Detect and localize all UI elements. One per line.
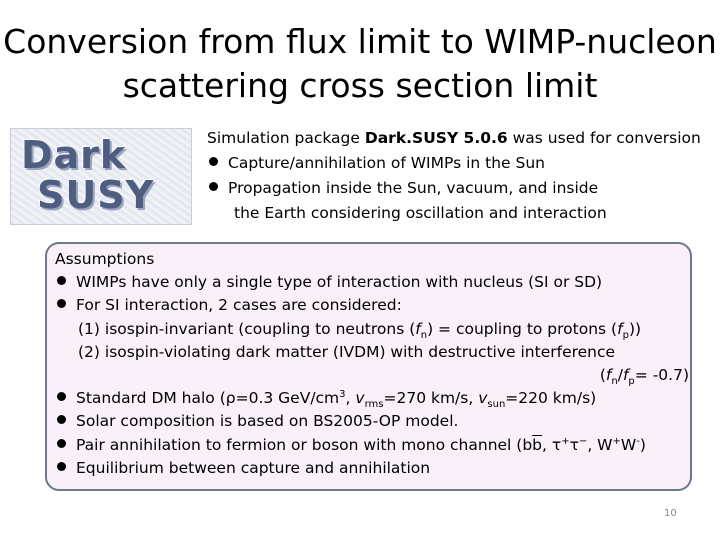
halo-text-b: , — [345, 389, 356, 408]
case-1-fp: f — [617, 319, 623, 338]
page-number: 10 — [664, 508, 677, 519]
halo-cube-sup: 3 — [339, 389, 346, 401]
case-1-fn-sub: n — [420, 329, 428, 341]
case-1-fp-sub: p — [622, 329, 629, 341]
intro-bullet-2-cont — [207, 201, 707, 226]
bullet-icon — [209, 182, 218, 191]
annihilation-bbar: $\overline{b}$ — [532, 435, 543, 454]
assumption-2-case-2: (2) isospin-violating dark matter (IVDM) with destructive interference — [78, 342, 616, 361]
case-1-text-b: ) = coupling to protons ( — [427, 319, 618, 338]
bullet-icon — [57, 439, 66, 448]
assumption-2-text: For SI interaction, 2 cases are considered: — [76, 296, 402, 315]
assumption-1 — [55, 271, 695, 294]
case-1-fn: f — [415, 319, 421, 338]
halo-v-sun: v — [478, 389, 488, 408]
assumption-4-text: Solar composition is based on BS2005-OP model. — [76, 412, 459, 431]
bullet-icon — [57, 392, 66, 401]
logo-text-dark: Dark — [21, 133, 127, 177]
bullet-icon — [209, 157, 218, 166]
assumption-2 — [55, 294, 695, 317]
w-plus-sup: + — [612, 435, 621, 447]
annihilation-text-c: , W — [587, 435, 613, 454]
assumption-5 — [55, 434, 695, 457]
annihilation-text-a: Pair annihilation to fermion or boson with mono channel (b — [76, 435, 533, 454]
tau-plus-sup: + — [561, 435, 570, 447]
ratio-fp-sub: p — [628, 376, 635, 388]
ratio-fn-sub: n — [611, 376, 618, 388]
ratio-fn: f — [605, 366, 612, 385]
intro-prefix: Simulation package — [207, 129, 365, 147]
halo-v-rms: v — [355, 389, 365, 408]
assumption-1-text: WIMPs have only a single type of interaction with nucleus (SI or SD) — [76, 273, 603, 292]
intro-line-1 — [207, 126, 707, 151]
halo-rms-sub: rms — [364, 399, 384, 411]
halo-text-c: =270 km/s, — [383, 389, 479, 408]
title-line-1: Conversion from flux limit to WIMP-nucleon — [3, 22, 717, 61]
annihilation-w2: W — [620, 435, 637, 454]
case-1-text-c: )) — [628, 319, 642, 338]
ratio-slash: / — [617, 366, 623, 385]
annihilation-text-d: ) — [639, 435, 646, 454]
w-minus-sup: - — [636, 435, 640, 447]
ratio-open: ( — [599, 366, 606, 385]
assumptions-list — [55, 248, 695, 480]
logo-text-susy: SUSY — [37, 173, 155, 217]
ratio-fp: f — [622, 366, 629, 385]
title-line-2: scattering cross section limit — [122, 66, 598, 105]
bullet-icon — [57, 276, 66, 285]
case-1-text-a: (1) isospin-invariant (coupling to neutrons ( — [78, 319, 416, 338]
intro-suffix: was used for conversion — [507, 129, 701, 147]
darksusy-logo — [10, 128, 192, 225]
intro-package-name: Dark.SUSY 5.0.6 — [364, 129, 508, 147]
assumption-3 — [55, 387, 695, 410]
assumption-4 — [55, 410, 695, 433]
assumption-2-ratio — [55, 364, 695, 387]
assumption-6-text: Equilibrium between capture and annihilation — [76, 458, 431, 477]
assumption-2-case-1 — [55, 318, 695, 341]
annihilation-tau2: τ — [569, 435, 579, 454]
intro-text — [207, 126, 707, 226]
assumption-6 — [55, 457, 695, 480]
bullet-icon — [57, 299, 66, 308]
intro-bullet-1 — [207, 151, 707, 176]
halo-text-d: =220 km/s) — [505, 389, 597, 408]
slide-title — [0, 20, 720, 108]
intro-bullet-2-text: Propagation inside the Sun, vacuum, and inside — [228, 179, 599, 197]
annihilation-text-b: , τ — [542, 435, 562, 454]
halo-sun-sub: sun — [487, 399, 506, 411]
halo-text-a: Standard DM halo (ρ=0.3 GeV/cm — [76, 389, 340, 408]
bullet-icon — [57, 415, 66, 424]
intro-bullet-1-text: Capture/annihilation of WIMPs in the Sun — [228, 154, 545, 172]
intro-bullet-2 — [207, 176, 707, 201]
assumptions-heading: Assumptions — [55, 250, 155, 268]
ratio-value: = -0.7) — [634, 366, 689, 385]
intro-bullet-2-text-cont: the Earth considering oscillation and interaction — [234, 204, 607, 222]
tau-minus-sup: − — [578, 435, 588, 447]
bullet-icon — [57, 462, 66, 471]
